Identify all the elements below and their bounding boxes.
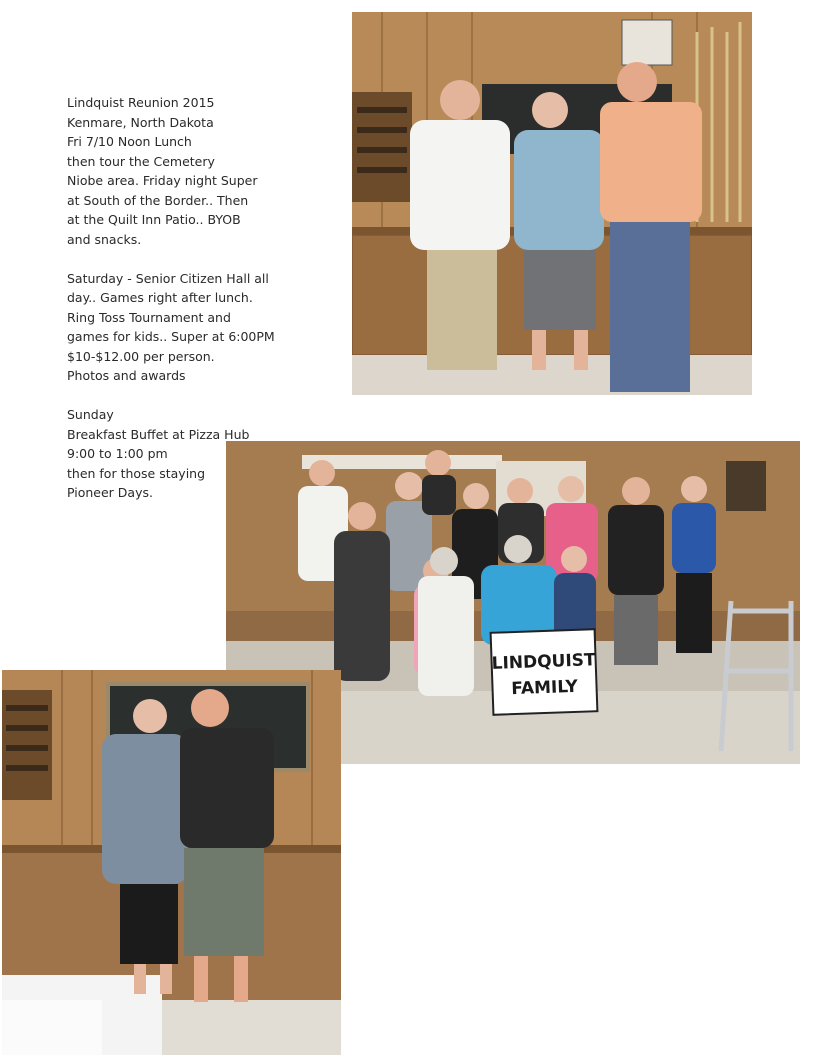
- text-line: Saturday - Senior Citizen Hall all: [67, 270, 269, 286]
- text-line: then for those staying: [67, 465, 206, 481]
- text-line: Fri 7/10 Noon Lunch: [67, 134, 192, 149]
- text-line: Niobe area. Friday night Super: [67, 173, 258, 188]
- text-line: Lindquist Reunion 2015: [67, 95, 215, 110]
- sign-text-line1: LINDQUIST: [491, 650, 596, 674]
- photo-couple: [2, 670, 341, 1055]
- text-line: Photos and awards: [67, 368, 186, 383]
- text-line: day.. Games right after lunch.: [67, 290, 253, 305]
- text-line: Sunday: [67, 407, 114, 422]
- text-line: at South of the Border.. Then: [67, 192, 249, 208]
- text-line: $10-$12.00 per person.: [67, 348, 215, 364]
- text-line: Pioneer Days.: [67, 485, 153, 500]
- text-line: Ring Toss Tournament and: [67, 309, 231, 325]
- photo-three-people: [352, 12, 752, 395]
- text-line: at the Quilt Inn Patio.. BYOB: [67, 212, 241, 227]
- text-line: then tour the Cemetery: [67, 153, 215, 169]
- sign-text-line2: FAMILY: [510, 676, 579, 700]
- paragraph-friday: [67, 93, 307, 249]
- text-line: 9:00 to 1:00 pm: [67, 446, 168, 461]
- text-line: Breakfast Buffet at Pizza Hub: [67, 426, 250, 442]
- text-line: Kenmare, North Dakota: [67, 114, 214, 130]
- text-line: games for kids.. Super at 6:00PM: [67, 329, 275, 344]
- text-line: and snacks.: [67, 231, 142, 247]
- paragraph-saturday: [67, 269, 307, 386]
